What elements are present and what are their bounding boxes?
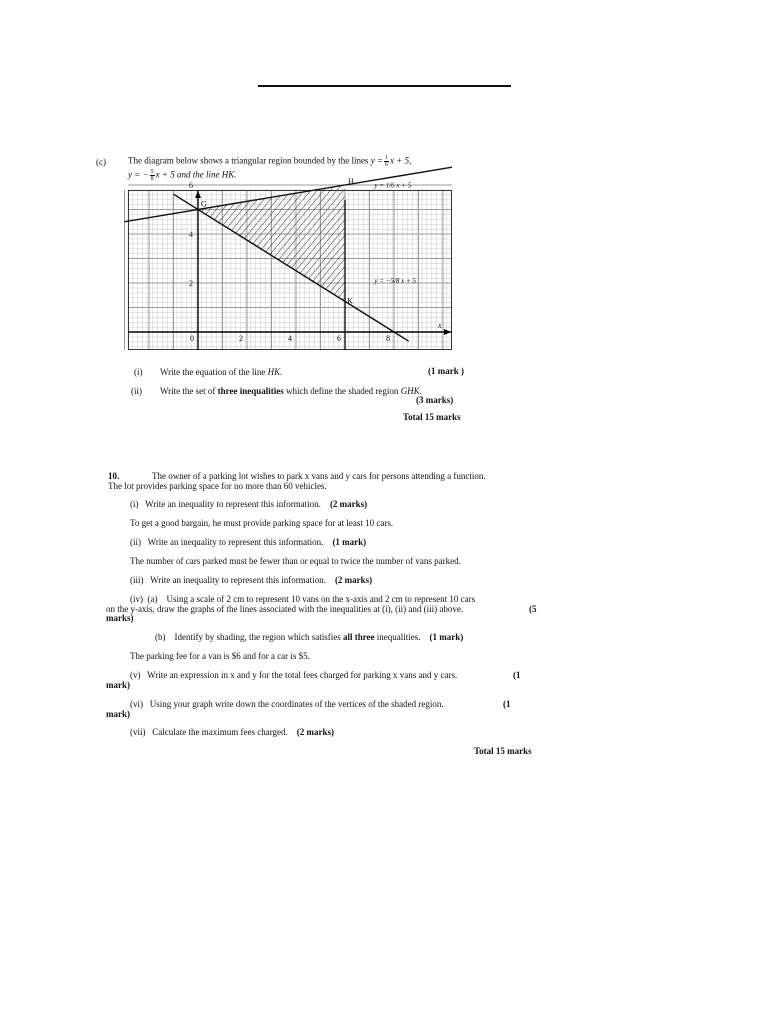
question-10-cars-rule: The number of cars parked must be fewer than or equal to twice the number of vans parked. <box>130 556 461 566</box>
question-c-ii-number: (ii) <box>131 386 142 396</box>
part-c-total: Total 15 marks <box>403 412 461 422</box>
x-axis-label: x <box>438 321 442 330</box>
question-10-fee: The parking fee for a van is $6 and for a car is $5. <box>130 651 310 661</box>
x-tick-label: 2 <box>239 334 243 343</box>
line2-equation-label: y = −5/8 x + 5 <box>374 277 416 285</box>
y-tick-label: 4 <box>189 230 193 239</box>
question-10-intro-line2: The lot provides parking space for no more than 60 vehicles. <box>108 481 327 491</box>
origin-label: 0 <box>190 334 194 343</box>
fraction-five-eighths: $\frac{5}{8}$ <box>150 169 154 182</box>
header-rule <box>258 85 511 87</box>
question-10-bargain: To get a good bargain, he must provide parking space for at least 10 cars. <box>130 518 394 528</box>
x-tick-label: 4 <box>288 334 292 343</box>
question-c-i-marks: (1 mark ) <box>428 366 464 376</box>
part-c-intro-line2: y = − $\frac{5}{8}$ x + 5 and the line HK. <box>128 169 237 182</box>
question-10-vii: (vii) Calculate the maximum fees charged. (2 marks) <box>130 727 335 737</box>
question-c-i-number: (i) <box>134 367 143 377</box>
question-10-iv-line1: (iv) (a) Using a scale of 2 cm to represent 10 vans on the x-axis and 2 cm to represent 10 cars <box>130 594 476 604</box>
y-tick-label: 6 <box>189 181 193 190</box>
point-label-h: H <box>348 177 354 186</box>
question-10-vi: (vi) Using your graph write down the coordinates of the vertices of the shaded region. <box>130 699 444 709</box>
question-10-total: Total 15 marks <box>474 746 532 756</box>
question-10-iv-marks-a: (5 <box>529 604 537 614</box>
question-10-vi-marks-a: (1 <box>503 699 511 709</box>
fraction-one-sixth: $\frac{1}{6}$ <box>385 155 389 168</box>
point-label-k: K <box>347 296 353 306</box>
question-c-ii: Write the set of three inequalities which define the shaded region GHK. <box>160 386 422 396</box>
question-10-i: (i) Write an inequality to represent this information. (2 marks) <box>130 499 368 509</box>
part-c-label: (c) <box>96 157 106 167</box>
question-10-iv-line2: on the y-axis, draw the graphs of the lines associated with the inequalities at (i), (ii) and (iii) above. <box>106 604 464 614</box>
question-10-ii: (ii) Write an inequality to represent this information. (1 mark) <box>130 537 367 547</box>
question-10-v-marks-a: (1 <box>513 670 521 680</box>
question-10-number: 10. <box>108 471 120 481</box>
y-axis-arrow-icon <box>195 191 201 198</box>
question-10-intro-line1: The owner of a parking lot wishes to park x vans and y cars for persons attending a function. <box>152 471 486 481</box>
question-c-ii-marks: (3 marks) <box>416 395 454 405</box>
question-10-v: (v) Write an expression in x and y for the total fees charged for parking x vans and y cars. <box>130 670 458 680</box>
x-tick-label: 8 <box>386 334 390 343</box>
question-c-i: Write the equation of the line HK. <box>160 367 283 377</box>
line1-equation-label: y = 1/6 x + 5 <box>374 181 412 190</box>
x-axis-arrow-icon <box>444 329 451 335</box>
x-tick-label: 6 <box>337 334 341 343</box>
question-10-iv-b: (b) Identify by shading, the region which satisfies all three inequalities. (1 mark) <box>155 632 464 642</box>
question-10-v-marks-b: mark) <box>106 680 130 690</box>
part-c-intro-line1: The diagram below shows a triangular region bounded by the lines y = $\frac{1}{6}$ x + 5, <box>128 155 412 168</box>
question-10-iii: (iii) Write an inequality to represent this information. (2 marks) <box>130 575 373 585</box>
question-10-vi-marks-b: mark) <box>106 709 130 719</box>
inequality-region-graph <box>128 177 452 350</box>
y-tick-label: 2 <box>189 279 193 288</box>
point-label-g: G <box>201 199 207 209</box>
question-10-iv-marks-b: marks) <box>106 613 134 623</box>
